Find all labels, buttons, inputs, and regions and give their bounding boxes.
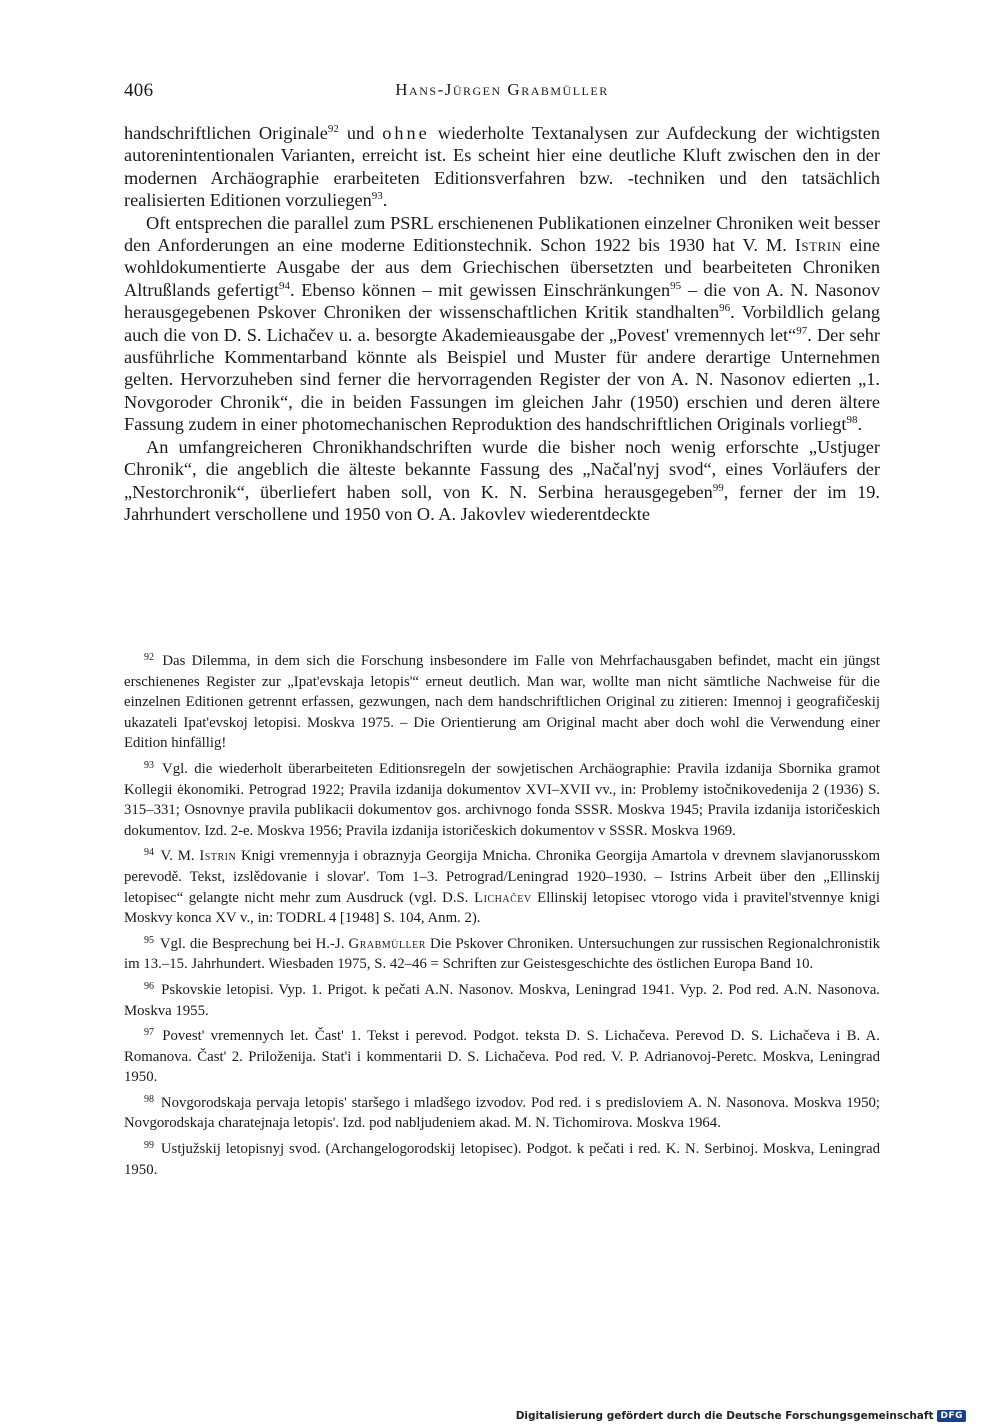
paragraph-1: handschriftlichen Originale$^{92}$ und ohne wiederholte Textanalysen zur Aufdeckung der wichtigsten autorenintentionalen Varianten, erreicht ist. Es scheint hier eine deutliche Kluft zwischen den in der modernen Archäographie erarbeiteten Editionsverfahren bzw. -techniken und den tatsächlich realisierten Editionen vorzuliegen$^{93}$. xyxy=(124,123,881,211)
footnote-ref-93[interactable]: 93 xyxy=(371,190,383,203)
footnote-92: $^{92}$ Das Dilemma, in dem sich die Forschung insbesondere im Falle von Mehrfachausgaben befindet, macht ein jüngst erschienenes Register zur „Ipat'evskaja letopis'“ erneut deutlich. Man war, wollte man nicht sämtliche Nachweise für die einzelnen Editionen getrennt erfassen, gezwungen, nach dem handschriftlichen Original zu zitieren: Imennoj i geografičeskij ukazateli Ipat'evskoj letopisi. Moskva 1975. – Die Orientierung am Original macht aber doch wohl die Verwendung einer Edition hinfällig! xyxy=(124,652,880,752)
footnote-99: $^{99}$ Ustjužskij letopisnyj svod. (Archangelogorodskij letopisec). Podgot. k pečati i red. K. N. Serbinoj. Moskva, Leningrad 1950. xyxy=(124,1140,880,1178)
footnote-ref-97[interactable]: 97 xyxy=(796,324,808,337)
footnote-95: $^{95}$ Vgl. die Besprechung bei H.-J. Grabmüller Die Pskover Chroniken. Untersuchungen zur russischen Regionalchronistik im 13.–15. Jahrhundert. Wiesbaden 1975, S. 42–46 = Schriften zur Geistesgeschichte des östlichen Europa Band 10. xyxy=(124,934,881,973)
digitization-notice xyxy=(516,1410,966,1422)
footnote-94: $^{94}$ V. M. Istrin Knigi vremennyja i obraznyja Georgija Mnicha. Chronika Georgija Amartola v drevnem slavjanorusskom perevodě. Tekst, izslědovanie i slovar'. Tom 1–3. Petrograd/Leningrad 1920–1930. – Istrins Arbeit über den „Ellinskij letopisec“ gelangte nicht mehr zum Ausdruck (vgl. D.S. Lichačev Ellinskij letopisec vtorogo vida i pravitel'stvennye knigi Moskvy konca XV v., in: TODRL 4 [1948] S. 104, Anm. 2). xyxy=(124,847,880,927)
footnote-number: 96 xyxy=(144,980,154,992)
digitization-text: Digitalisierung gefördert durch die Deutsche Forschungsgemeinschaft xyxy=(515,1410,934,1422)
footnote-96: $^{96}$ Pskovskie letopisi. Vyp. 1. Prigot. k pečati A.N. Nasonov. Moskva, Leningrad 1941. Vyp. 2. Pod red. A.N. Nasonova. Moskva 1955. xyxy=(124,980,880,1019)
footnote-number: 98 xyxy=(144,1093,154,1105)
footnote-97: $^{97}$ Povest' vremennych let. Čast' 1. Tekst i perevod. Podgot. teksta D. S. Lichačeva. Perevod D. S. Lichačeva i B. A. Romanova. Čast' 2. Priloženija. Stat'i i kommentarii D. S. Lichačeva. Pod red. V. P. Adrianovoj-Peretc. Moskva, Leningrad 1950. xyxy=(124,1027,880,1086)
author-name: Istrin xyxy=(794,235,842,256)
footnotes xyxy=(124,651,880,1185)
footnote-93: $^{93}$ Vgl. die wiederholt überarbeiteten Editionsregeln der sowjetischen Archäographie: Pravila izdanija Sbornika gramot Kollegii ėkonomiki. Petrograd 1922; Pravila izdanija dokumentov XVI–XVII vv., in: Problemy istočnikovedenija 2 (1936) S. 315–331; Osnovnye pravila publikacii dokumentov gos. archivnogo fonda SSSR. Moskva 1945; Pravila izdanija istoričeskich dokumentov. Izd. 2-e. Moskva 1956; Pravila izdanija istoričeskich dokumentov v SSSR. Moskva 1969. xyxy=(124,759,880,839)
footnote-ref-92[interactable]: 92 xyxy=(327,123,339,135)
author-name: Lichačev xyxy=(474,889,532,906)
page-number: 406 xyxy=(124,80,154,101)
footnote-98: $^{98}$ Novgorodskaja pervaja letopis' staršego i mladšego izvodov. Pod red. i s predisloviem A. N. Nasonova. Moskva 1950; Novgorodskaja charatejnaja letopis'. Izd. pod nabljudeniem akad. M. N. Tichomirova. Moskva 1964. xyxy=(124,1093,880,1132)
emphasis-text: ohne xyxy=(382,123,430,143)
footnote-ref-96[interactable]: 96 xyxy=(719,302,731,315)
author-name: Istrin xyxy=(199,848,237,865)
body-text xyxy=(124,122,880,525)
footnote-ref-99[interactable]: 99 xyxy=(712,481,724,494)
footnote-number: 97 xyxy=(144,1027,154,1039)
paragraph-2: Oft entsprechen die parallel zum PSRL erschienenen Publikationen einzelner Chroniken weit besser den Anforderungen an eine moderne Editionstechnik. Schon 1922 bis 1930 hat V. M. Istrin eine wohldokumentierte Ausgabe der aus dem Griechischen übersetzten und bearbeiteten Chroniken Altrußlands gefertigt$^{94}$. Ebenso können – mit gewissen Einschränkungen$^{95}$ – die von A. N. Nasonov herausgegebenen Pskover Chroniken der wissenschaftlichen Kritik standhalten$^{96}$. Vorbildlich gelang auch die von D. S. Lichačev u. a. besorgte Akademieausgabe der „Povest' vremennych let“$^{97}$. Der sehr ausführliche Kommentarband könnte als Beispiel und Muster für andere derartige Unternehmen gelten. Hervorzuheben sind ferner die hervorragenden Register der von A. N. Nasonov edierten „1. Novgoroder Chronik“, die in beiden Fassungen im gleichen Jahr (1950) erschien und deren ältere Fassung zudem in einer photomechanischen Reproduktion des handschriftlichen Originals vorliegt$^{98}$. xyxy=(124,212,880,435)
footnote-ref-95[interactable]: 95 xyxy=(670,279,682,292)
footnote-number: 99 xyxy=(144,1140,154,1152)
footnote-number: 95 xyxy=(144,934,154,946)
footnote-ref-98[interactable]: 98 xyxy=(846,414,858,427)
footnote-number: 93 xyxy=(144,759,154,771)
footnote-ref-94[interactable]: 94 xyxy=(278,279,290,292)
author-name: Grabmüller xyxy=(348,935,426,952)
footnote-number: 92 xyxy=(144,652,154,663)
dfg-logo-icon: DFG xyxy=(937,1410,966,1422)
paragraph-3: An umfangreicheren Chronikhandschriften wurde die bisher noch wenig erforschte „Ustjuger Chronik“, die angeblich die älteste bekannte Fassung des „Načal'nyj svod“, eines Vorläufers der „Nestorchronik“, überliefert haben soll, von K. N. Serbina herausgegeben$^{99}$, ferner der im 19. Jahrhundert verschollene und 1950 von O. A. Jakovlev wiederentdeckte xyxy=(124,436,880,524)
running-head: Hans-Jürgen Grabmüller xyxy=(395,80,609,99)
page-header xyxy=(124,80,880,106)
footnote-number: 94 xyxy=(144,847,154,859)
